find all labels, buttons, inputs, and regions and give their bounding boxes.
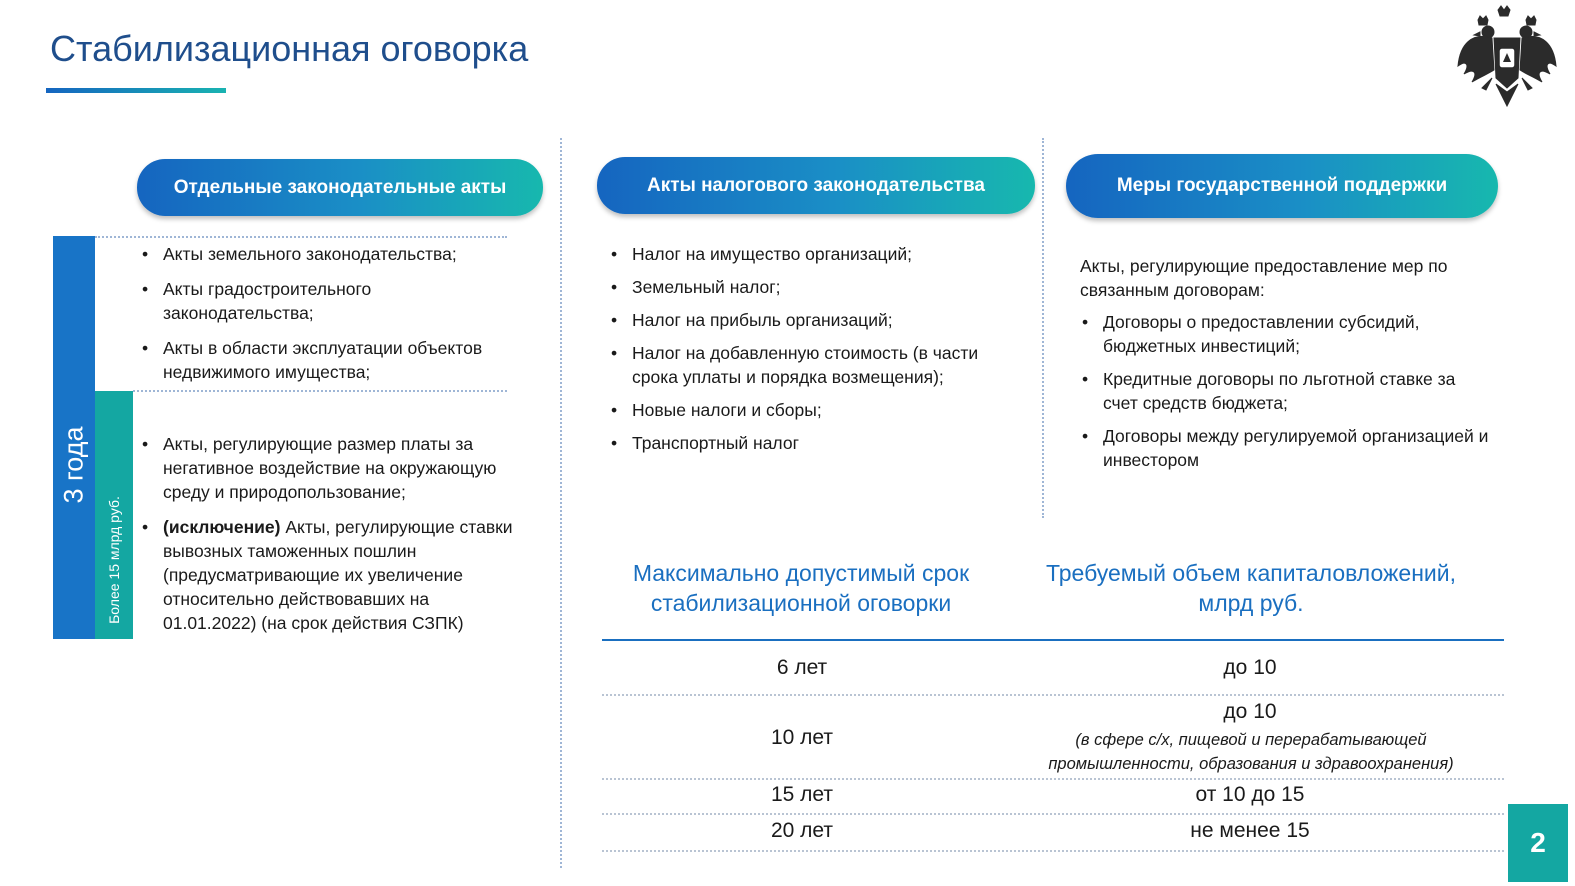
list-item: • Налог на добавленную стоимость (в части срока уплаты и порядка возмещения);	[611, 341, 1006, 389]
list-item: • Договоры о предоставлении субсидий, бюджетных инвестиций;	[1082, 310, 1452, 358]
threshold-label: Более 15 млрд руб.	[106, 496, 122, 624]
legislative-acts-list-bottom	[142, 432, 532, 635]
column-separator-2	[1042, 138, 1044, 518]
table-header-volume: Требуемый объем капиталовложений, млрд руб.	[1045, 560, 1456, 616]
table-cell-volume: до 10	[1223, 656, 1277, 679]
header-pill-legislative-acts: Отдельные законодательные акты	[137, 159, 543, 216]
page-title: Стабилизационная оговорка	[50, 28, 529, 69]
column-separator-1	[560, 138, 562, 868]
exception-label: (исключение)	[163, 517, 281, 537]
table-row-separator	[602, 813, 1504, 815]
state-support-list	[1082, 310, 1507, 472]
list-item: • Налог на имущество организаций;	[611, 242, 1011, 266]
exception-text: Акты, регулирующие ставки вывозных таможенных пошлин (предусматривающие их увеличение относительно действовавших на 01.01.2022) (на срок действия СЗПК)	[163, 517, 513, 633]
list-item	[142, 515, 527, 635]
list-item: • Новые налоги и сборы;	[611, 398, 1011, 422]
table-row-separator	[602, 850, 1504, 852]
title-underline	[46, 88, 226, 93]
table-header-term: Максимально допустимый срок стабилизационной оговорки	[632, 560, 970, 616]
list-item: • Транспортный налог	[611, 431, 1011, 455]
top-group-separator	[95, 236, 507, 238]
table-cell-volume: до 10	[1223, 700, 1277, 723]
legislative-acts-list-top	[142, 242, 507, 384]
duration-label: 3 года	[58, 426, 89, 504]
list-item: • Земельный налог;	[611, 275, 1011, 299]
table-cell-term: 20 лет	[770, 819, 834, 842]
table-header-line	[602, 639, 1504, 641]
list-item: • Акты в области эксплуатации объектов недвижимого имущества;	[142, 336, 507, 384]
header-pill-tax-acts: Акты налогового законодательства	[597, 157, 1035, 214]
table-cell-note: (в сфере с/х, пищевой и перерабатывающей	[1075, 731, 1427, 749]
table-cell-term: 6 лет	[776, 656, 828, 679]
table-cell-term: 15 лет	[770, 783, 834, 806]
table-cell-volume: не менее 15	[1190, 819, 1310, 842]
state-support-intro: Акты, регулирующие предоставление мер по связанным договорам:	[1080, 256, 1448, 300]
table-row-separator	[602, 694, 1504, 696]
list-item: • Кредитные договоры по льготной ставке за счет средств бюджета;	[1082, 367, 1482, 415]
double-headed-eagle-icon	[1452, 4, 1562, 112]
table-cell-note: промышленности, образования и здравоохранения)	[1048, 755, 1454, 773]
list-item: • Договоры между регулируемой организацией и инвестором	[1082, 424, 1507, 472]
table-row-separator	[602, 778, 1504, 780]
middle-group-separator	[133, 390, 507, 392]
tax-acts-list	[611, 242, 1011, 455]
page-number: 2	[1508, 804, 1568, 882]
list-item: • Налог на прибыль организаций;	[611, 308, 1011, 332]
list-item: • Акты градостроительного законодательства;	[142, 277, 422, 325]
table-cell-volume: от 10 до 15	[1195, 783, 1305, 806]
header-pill-state-support: Меры государственной поддержки	[1066, 154, 1498, 218]
list-item: • Акты земельного законодательства;	[142, 242, 507, 266]
table-cell-term: 10 лет	[770, 726, 834, 749]
list-item: • Акты, регулирующие размер платы за негативное воздействие на окружающую среду и природопользование;	[142, 432, 532, 504]
